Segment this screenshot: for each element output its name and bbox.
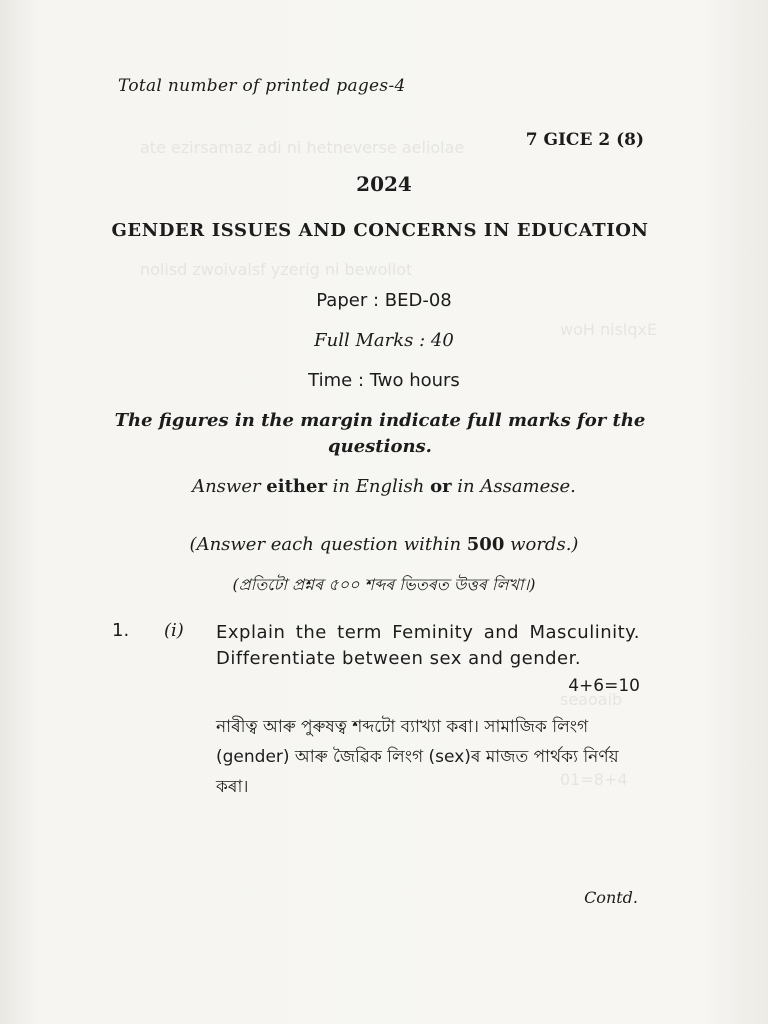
language-or: or <box>430 476 452 497</box>
question-number: 1. <box>112 620 130 641</box>
bleed-through-text: nolisd zwoivalsf yzerig ni bewollot <box>140 260 413 279</box>
limit-suffix: words.) <box>504 534 579 555</box>
limit-words: 500 <box>466 534 505 555</box>
question-marks: 4+6=10 <box>568 676 640 696</box>
question-text: Explain the term Feminity and Masculinity. Differentiate between sex and gender. <box>216 622 640 669</box>
continued-label: Contd. <box>584 888 638 907</box>
question-text-assamese: নাৰীত্ব আৰু পুৰুষত্ব শব্দটো ব্যাখ্যা কৰা। সামাজিক লিংগ (gender) আৰু জৈৱিক লিংগ (sex)ৰ মাজত পাৰ্থক্য নিৰ্ণয় কৰা। <box>216 717 619 797</box>
bleed-through-text: seaoaib <box>560 690 623 709</box>
question-sub-number: (i) <box>164 620 184 641</box>
full-marks: Full Marks : 40 <box>314 330 454 351</box>
printed-pages-note: Total number of printed pages-4 <box>118 76 406 96</box>
word-limit-instruction <box>0 534 768 555</box>
language-instruction <box>0 476 768 497</box>
exam-time: Time : Two hours <box>308 370 460 391</box>
language-suffix: in Assamese. <box>451 476 576 497</box>
margin-figures-instruction: The figures in the margin indicate full marks for the questions. <box>114 410 646 457</box>
bleed-through-text: woH nislqxE <box>560 320 658 339</box>
bleed-through-text: ate ezirsamaz adi ni hetneverse aeliolae <box>140 138 465 157</box>
exam-year: 2024 <box>356 172 412 196</box>
language-mid: in English <box>326 476 431 497</box>
paper-title: GENDER ISSUES AND CONCERNS IN EDUCATION <box>111 220 649 241</box>
limit-prefix: (Answer each question within <box>189 534 467 555</box>
paper-code: 7 GICE 2 (8) <box>525 130 644 150</box>
word-limit-assamese: (প্ৰতিটো প্ৰশ্নৰ ৫০০ শব্দৰ ভিতৰত উত্তৰ লিখা।) <box>232 575 536 594</box>
language-either: either <box>266 476 327 497</box>
language-prefix: Answer <box>192 476 267 497</box>
bleed-through-text: 01=8+4 <box>560 770 628 789</box>
paper-number: Paper : BED-08 <box>316 290 452 311</box>
